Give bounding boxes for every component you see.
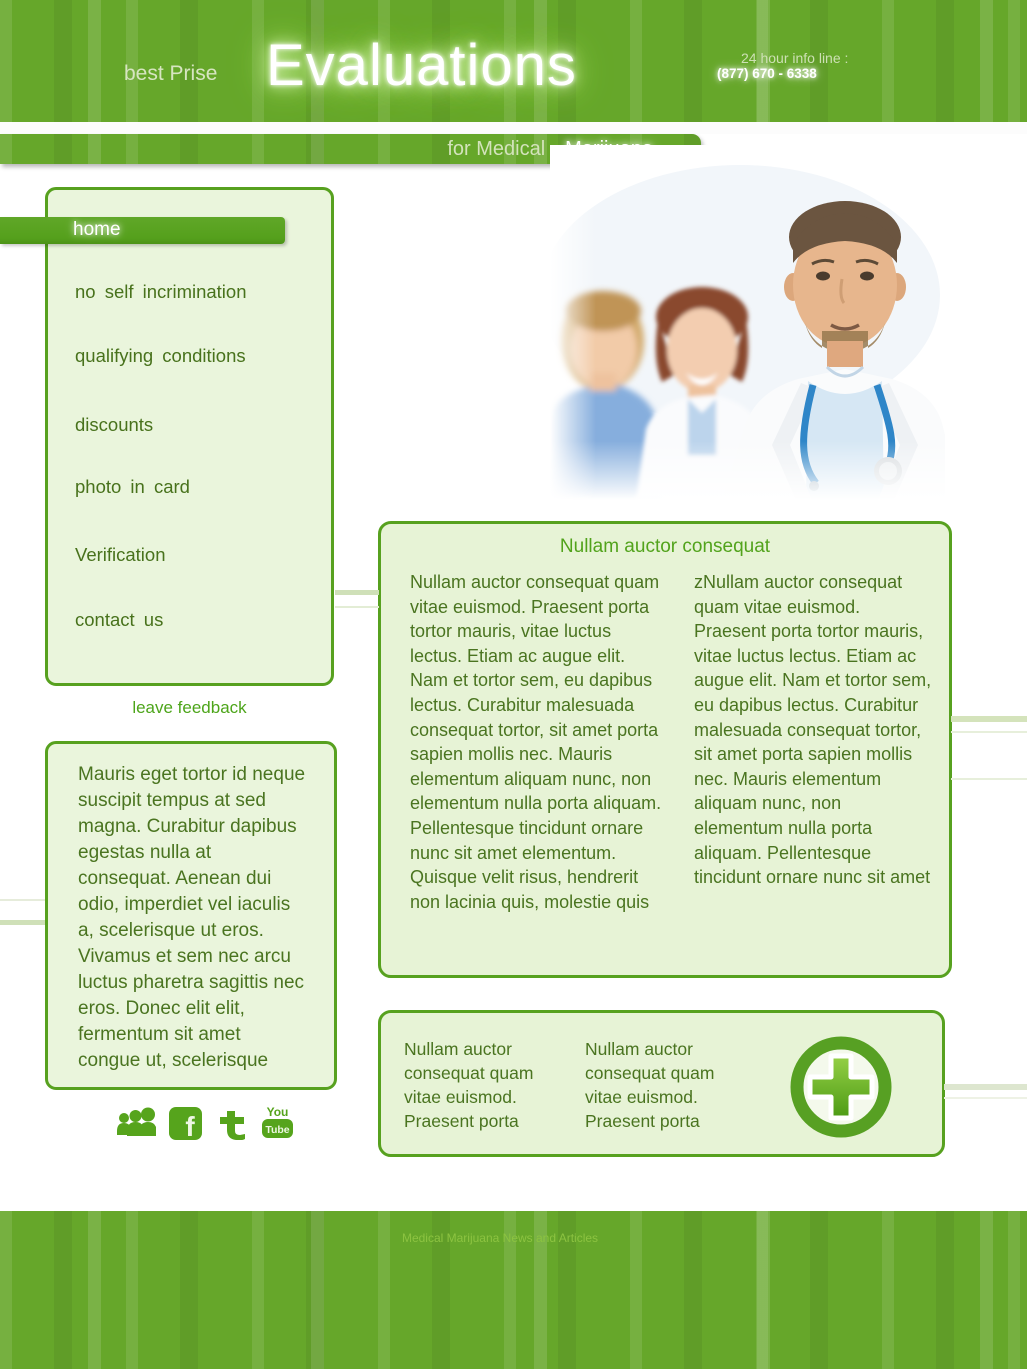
nav-item-home[interactable]: [0, 217, 285, 244]
brand-prefix: best Prise: [124, 62, 218, 85]
divider-line: [0, 899, 45, 901]
youtube-icon[interactable]: [262, 1105, 293, 1140]
main-article-column-left: Nullam auctor consequat quam vitae euismod. Praesent porta tortor mauris, vitae luctus lectus. Etiam ac augue elit. Nam et tortor sem, eu dapibus lectus. Curabitur malesuada consequat tortor, sit amet porta sapien mollis nec. Mauris elementum aliquam nunc, non elementum nulla porta aliquam. Pellentesque tincidunt ornare nunc sit amet elementum. Quisque velit risus, hendrerit non lacinia quis, molestie quis: [410, 572, 662, 912]
leave-feedback-link[interactable]: leave feedback: [132, 698, 247, 717]
divider-line: [944, 1084, 1027, 1090]
promo-column-right: Nullam auctor consequat quam vitae euismod. Praesent porta: [585, 1039, 715, 1131]
info-phone-number: (877) 670 - 6338: [717, 66, 817, 81]
footer-banner: [0, 1211, 1027, 1369]
main-article-column-right: zNullam auctor consequat quam vitae euismod. Praesent porta tortor mauris, vitae luctus lectus. Etiam ac augue elit. Nam et tortor sem, eu dapibus lectus. Curabitur malesuada consequat tortor, sit amet porta sapien mollis nec. Mauris elementum aliquam nunc, non elementum nulla porta aliquam. Pellentesque tincidunt ornare nunc sit amet: [694, 572, 932, 888]
header-divider-strip: [0, 122, 1027, 134]
divider-line: [335, 590, 379, 595]
divider-line: [944, 1097, 1027, 1099]
footer-text: Medical Marijuana News and Articles: [401, 1231, 599, 1245]
svg-text:f: f: [185, 1111, 195, 1140]
nav-item-verification[interactable]: Verification: [75, 544, 166, 565]
divider-line: [951, 731, 1027, 733]
twitter-icon[interactable]: [215, 1107, 249, 1140]
promo-column-left: Nullam auctor consequat quam vitae euismod. Praesent porta: [404, 1039, 534, 1131]
svg-text:You: You: [266, 1105, 289, 1119]
header-banner: [0, 0, 1027, 122]
plus-circle-icon[interactable]: [786, 1032, 896, 1142]
doctors-photo: [550, 145, 945, 500]
nav-item-qualifying-conditions[interactable]: qualifying conditions: [75, 345, 246, 366]
nav-item-no-self-incrimination[interactable]: no self incrimination: [75, 281, 247, 302]
divider-line: [951, 778, 1027, 780]
tagline-muted: for Medical: [447, 137, 546, 160]
nav-item-contact-us[interactable]: contact us: [75, 609, 164, 630]
divider-line: [0, 920, 45, 925]
nav-item-discounts[interactable]: discounts: [75, 414, 154, 435]
sidebar-about-text: Mauris eget tortor id neque suscipit tempus at sed magna. Curabitur dapibus egestas nulla at consequat. Aenean dui odio, imperdiet vel iaculis a, scelerisque ut eros. Vivamus et sem nec arcu luctus pharetra sagittis nec eros. Donec elit elit, fermentum sit amet congue ut, scelerisque: [78, 764, 306, 1071]
info-line-label: 24 hour info line :: [741, 50, 849, 66]
nav-item-photo-in-card[interactable]: photo in card: [75, 476, 190, 497]
doctors-photo-illustration: [550, 145, 945, 500]
social-icons-row: [116, 1105, 293, 1140]
divider-line: [335, 606, 379, 608]
site-title: Evaluations: [266, 33, 577, 98]
svg-text:Tube: Tube: [265, 1124, 290, 1136]
main-article-heading: Nullam auctor consequat: [559, 536, 771, 557]
myspace-icon[interactable]: [116, 1107, 156, 1140]
facebook-icon[interactable]: [169, 1107, 202, 1140]
divider-line: [951, 716, 1027, 722]
nav-item-home-label: home: [73, 219, 121, 240]
